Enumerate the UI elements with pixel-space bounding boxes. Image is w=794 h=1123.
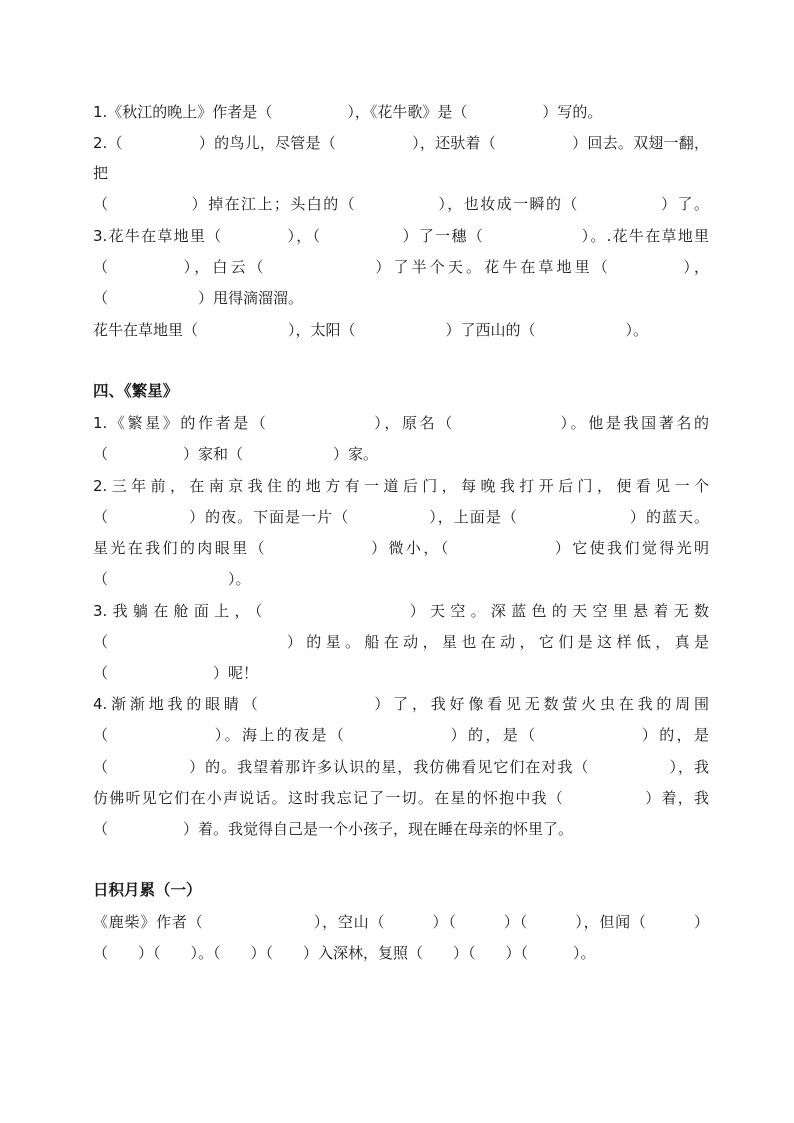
fanxing-q3-line-2: （ ）的星。船在动，星也在动，它们是这样低，真是 <box>93 633 709 651</box>
fanxing-q4-line-3: （ ）的。我望着那许多认识的星，我仿佛看见它们在对我（ ），我 <box>93 758 709 776</box>
question-1-line: 1.《秋江的晚上》作者是（ ），《花牛歌》是（ ）写的。 <box>93 103 603 121</box>
question-3-line-1: 3.花牛在草地里（ ），（ ）了一穗（ ）。.花牛在草地里 <box>93 227 709 245</box>
question-3-line-3: （ ）甩得滴溜溜。 <box>93 289 304 307</box>
fanxing-q2-line-3: 星光在我们的肉眼里（ ）微小，（ ）它使我们觉得光明 <box>93 539 709 557</box>
fanxing-q1-line-2: （ ）家和（ ）家。 <box>93 445 379 463</box>
fanxing-q2-line-2: （ ）的夜。下面是一片（ ），上面是（ ）的蓝天。 <box>93 508 709 526</box>
question-3-line-4: 花牛在草地里（ ），太阳（ ）了西山的（ ）。 <box>93 321 649 339</box>
section-4-heading: 四、《繁星》 <box>93 382 179 400</box>
fanxing-q3-line-1: 3.我躺在舱面上，（ ）天空。深蓝色的天空里悬着无数 <box>93 602 709 620</box>
fanxing-q4-line-1: 4.渐渐地我的眼睛（ ）了，我好像看见无数萤火虫在我的周围 <box>93 695 709 713</box>
fanxing-q2-line-1: 2.三年前，在南京我住的地方有一道后门，每晚我打开后门，便看见一个 <box>93 477 709 495</box>
fanxing-q2-line-4: （ ）。 <box>93 570 251 588</box>
question-2-line-2: 把 <box>93 164 109 182</box>
section-5-heading: 日积月累（一） <box>93 881 202 899</box>
luzhai-line-1: 《鹿柴》作者（ ），空山（ ）（ ）（ ），但闻（ ） <box>93 913 709 931</box>
question-3-line-2: （ ），白云（ ）了半个天。花牛在草地里（ ）， <box>93 258 709 276</box>
fanxing-q1-line-1: 1.《繁星》的作者是（ ），原名（ ）。他是我国著名的 <box>93 414 709 432</box>
fanxing-q4-line-4: 仿佛听见它们在小声说话。这时我忘记了一切。在星的怀抱中我（ ）着，我 <box>93 789 709 807</box>
luzhai-line-2: （ ）（ ）。（ ）（ ）入深林，复照（ ）（ ）（ ）。 <box>93 944 596 962</box>
question-2-line-3: （ ）掉在江上；头白的（ ），也妆成一瞬的（ ）了。 <box>93 195 709 213</box>
fanxing-q4-line-5: （ ）着。我觉得自己是一个小孩子，现在睡在母亲的怀里了。 <box>93 820 574 838</box>
fanxing-q4-line-2: （ ）。海上的夜是（ ）的，是（ ）的，是 <box>93 726 709 744</box>
question-2-line-1: 2.（ ）的鸟儿，尽管是（ ），还驮着（ ）回去。双翅一翻， <box>93 134 709 152</box>
fanxing-q3-line-3: （ ）呢！ <box>93 664 259 682</box>
